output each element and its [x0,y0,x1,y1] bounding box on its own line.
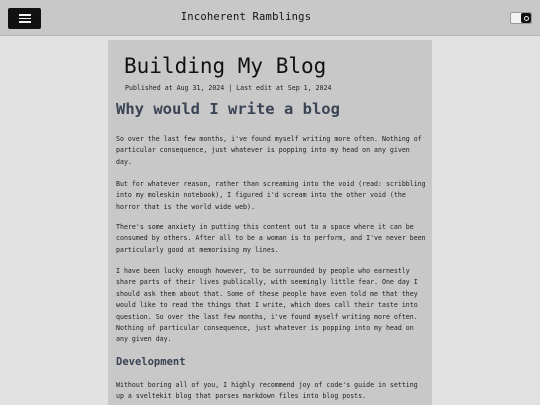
section-heading-development: Development [116,356,186,368]
paragraph: So over the last few months, i've found myself writing more often. Nothing of particular consequence, just whatever is popping into my head on any given day. [116,135,422,166]
paragraph: But for whatever reason, rather than screaming into the void (read: scribbling into my moleskin notebook), I figured i'd scream into the other void (the horror that is the world wide web). [116,180,426,211]
site-title[interactable]: Incoherent Ramblings [180,11,312,23]
post-title: Building My Blog [124,54,327,78]
paragraph: I have been lucky enough however, to be surrounded by people who earnestly share parts of their lives publically, with seemingly little fear. One day I should ask them about that. Some of these people have even told me that they would like to read the things that I write, which does call their taste into question. So over the last few months, i've found myself writing more often. Nothing of particular consequence, just whatever is popping into my head on any given day. [116,267,418,344]
paragraph: There's some anxiety in putting this content out to a space where it can be consumed by others. After all to be a woman is to perform, and I've never been particularly good at memorising my lines. [116,223,426,254]
top-navbar [0,0,540,36]
theme-toggle[interactable] [510,12,532,24]
paragraph: Without boring all of you, I highly recommend joy of code's guide in setting up a sveltekit blog that parses markdown files into blog posts. [116,381,418,401]
post-content [108,40,432,405]
dark-mode-toggle-icon [521,13,531,23]
post-meta: Published at Aug 31, 2024 | Last edit at Sep 1, 2024 [125,84,332,92]
section-heading-why: Why would I write a blog [116,100,340,118]
